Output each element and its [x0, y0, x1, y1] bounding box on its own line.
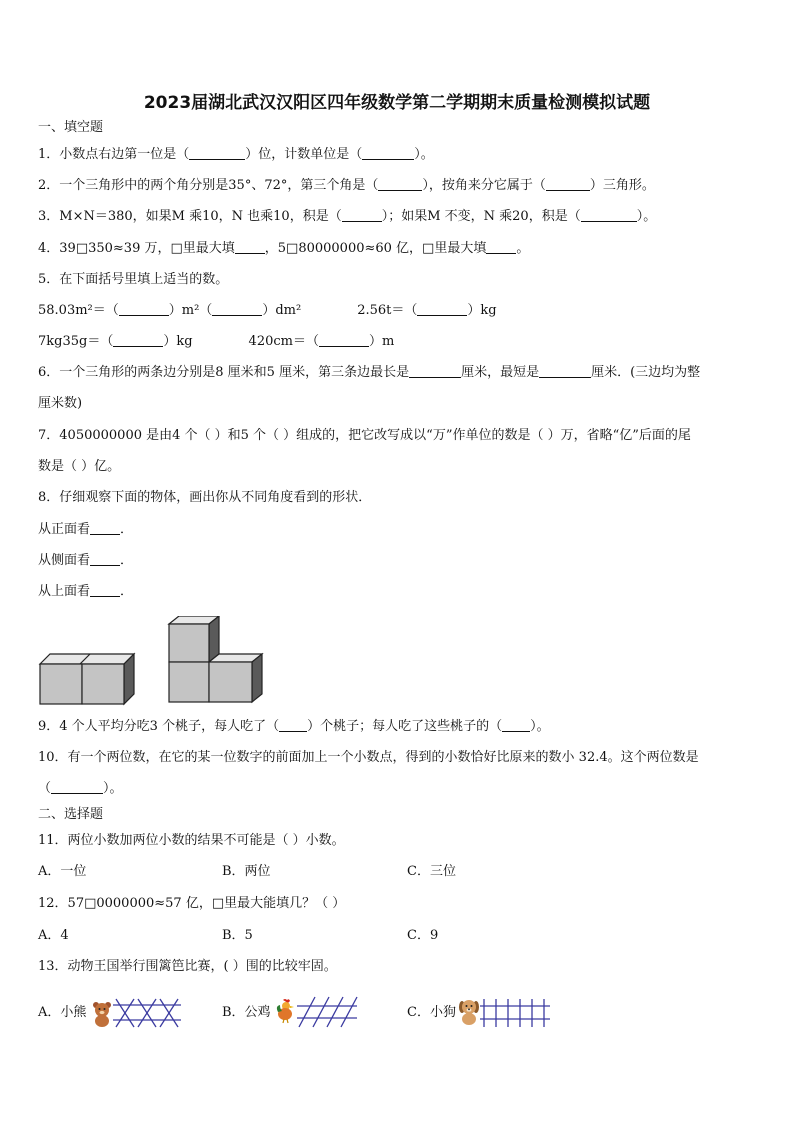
- question-2: 2．一个三角形中的两个角分别是35°、72°，第三个角是（ ），按角来分它属于（ ）三角形。: [38, 178, 655, 193]
- question-10-cont: （ ）。: [38, 781, 123, 796]
- question-8-front: 从正面看 ．: [38, 522, 134, 537]
- option-c[interactable]: C．三位: [407, 864, 456, 879]
- blank[interactable]: [189, 146, 245, 160]
- blank[interactable]: [235, 240, 265, 254]
- section-choice: 二、选择题: [38, 807, 104, 822]
- blank[interactable]: [51, 780, 103, 794]
- blank[interactable]: [546, 177, 590, 191]
- option-c[interactable]: C．9: [407, 928, 439, 943]
- blank[interactable]: [119, 302, 169, 316]
- blank[interactable]: [486, 240, 516, 254]
- question-5: 5．在下面括号里填上适当的数。: [38, 272, 229, 287]
- question-10: 10．有一个两位数，在它的某一位数字的前面加上一个小数点，得到的小数恰好比原来的数小 32.4。这个两位数是: [38, 750, 699, 765]
- question-11: 11．两位小数加两位小数的结果不可能是（ ）小数。: [38, 833, 345, 848]
- page-title: 2023届湖北武汉汉阳区四年级数学第二学期期末质量检测模拟试题: [143, 93, 651, 113]
- option-a[interactable]: A．小熊: [38, 1005, 87, 1020]
- bear-icon: [91, 1000, 113, 1028]
- blank[interactable]: [409, 364, 461, 378]
- blank[interactable]: [113, 333, 163, 347]
- blank[interactable]: [212, 302, 262, 316]
- question-1: 1．小数点右边第一位是（ ）位，计数单位是（ ）。: [38, 147, 434, 162]
- question-6: 6．一个三角形的两条边分别是8 厘米和5 厘米，第三条边最长是 厘米，最短是 厘米．(三边均为整: [38, 365, 701, 380]
- fence-x-pattern-icon: [113, 998, 183, 1028]
- blank[interactable]: [342, 208, 382, 222]
- blank[interactable]: [581, 208, 637, 222]
- blank[interactable]: [90, 521, 120, 535]
- two-cubes-figure: [36, 650, 140, 706]
- question-5-line-1: 58.03m²＝（ ）m²（ ）dm² 2.56t＝（ ）kg: [38, 303, 497, 318]
- fence-grid-pattern-icon: [480, 998, 552, 1028]
- blank[interactable]: [279, 718, 307, 732]
- question-8: 8．仔细观察下面的物体，画出你从不同角度看到的形状．: [38, 490, 372, 505]
- question-8-side: 从侧面看 ．: [38, 553, 134, 568]
- question-12: 12．57□0000000≈57 亿，□里最大能填几？（ ）: [38, 896, 346, 911]
- blank[interactable]: [378, 177, 422, 191]
- rooster-icon: [275, 998, 297, 1024]
- blank[interactable]: [319, 333, 369, 347]
- blank[interactable]: [417, 302, 467, 316]
- section-fill-blank: 一、填空题: [38, 120, 104, 135]
- l-shape-cubes-figure: [166, 616, 266, 706]
- question-7: 7．4050000000 是由4 个（ ）和5 个（ ）组成的，把它改写成以“万”作单位的数是（ ）万，省略“亿”后面的尾: [38, 428, 691, 443]
- question-13: 13．动物王国举行围篱笆比赛，( ）围的比较牢固。: [38, 959, 337, 974]
- option-c[interactable]: C．小狗: [407, 1005, 456, 1020]
- question-9: 9．4 个人平均分吃3 个桃子，每人吃了（ ）个桃子；每人吃了这些桃子的（ ）。: [38, 719, 550, 734]
- dog-icon: [458, 998, 480, 1026]
- blank[interactable]: [502, 718, 530, 732]
- question-7-cont: 数是（ ）亿。: [38, 459, 121, 474]
- question-5-line-2: 7kg35g＝（ ）kg 420cm＝（ ）m: [38, 334, 395, 349]
- blank[interactable]: [539, 364, 591, 378]
- option-b[interactable]: B．两位: [222, 864, 271, 879]
- option-a[interactable]: A．一位: [38, 864, 87, 879]
- option-b[interactable]: B．公鸡: [222, 1005, 271, 1020]
- blank[interactable]: [90, 552, 120, 566]
- option-b[interactable]: B．5: [222, 928, 253, 943]
- question-6-cont: 厘米数): [38, 396, 83, 411]
- blank[interactable]: [90, 583, 120, 597]
- blank[interactable]: [362, 146, 414, 160]
- question-8-top: 从上面看 ．: [38, 584, 134, 599]
- question-3: 3．M×N＝380，如果M 乘10，N 也乘10，积是（ ）；如果M 不变，N 乘20，积是（ ）。: [38, 209, 657, 224]
- option-a[interactable]: A．4: [38, 928, 69, 943]
- fence-slanted-pattern-icon: [297, 996, 359, 1028]
- question-4: 4．39□350≈39 万，□里最大填 ，5□80000000≈60 亿，□里最大填 。: [38, 241, 530, 256]
